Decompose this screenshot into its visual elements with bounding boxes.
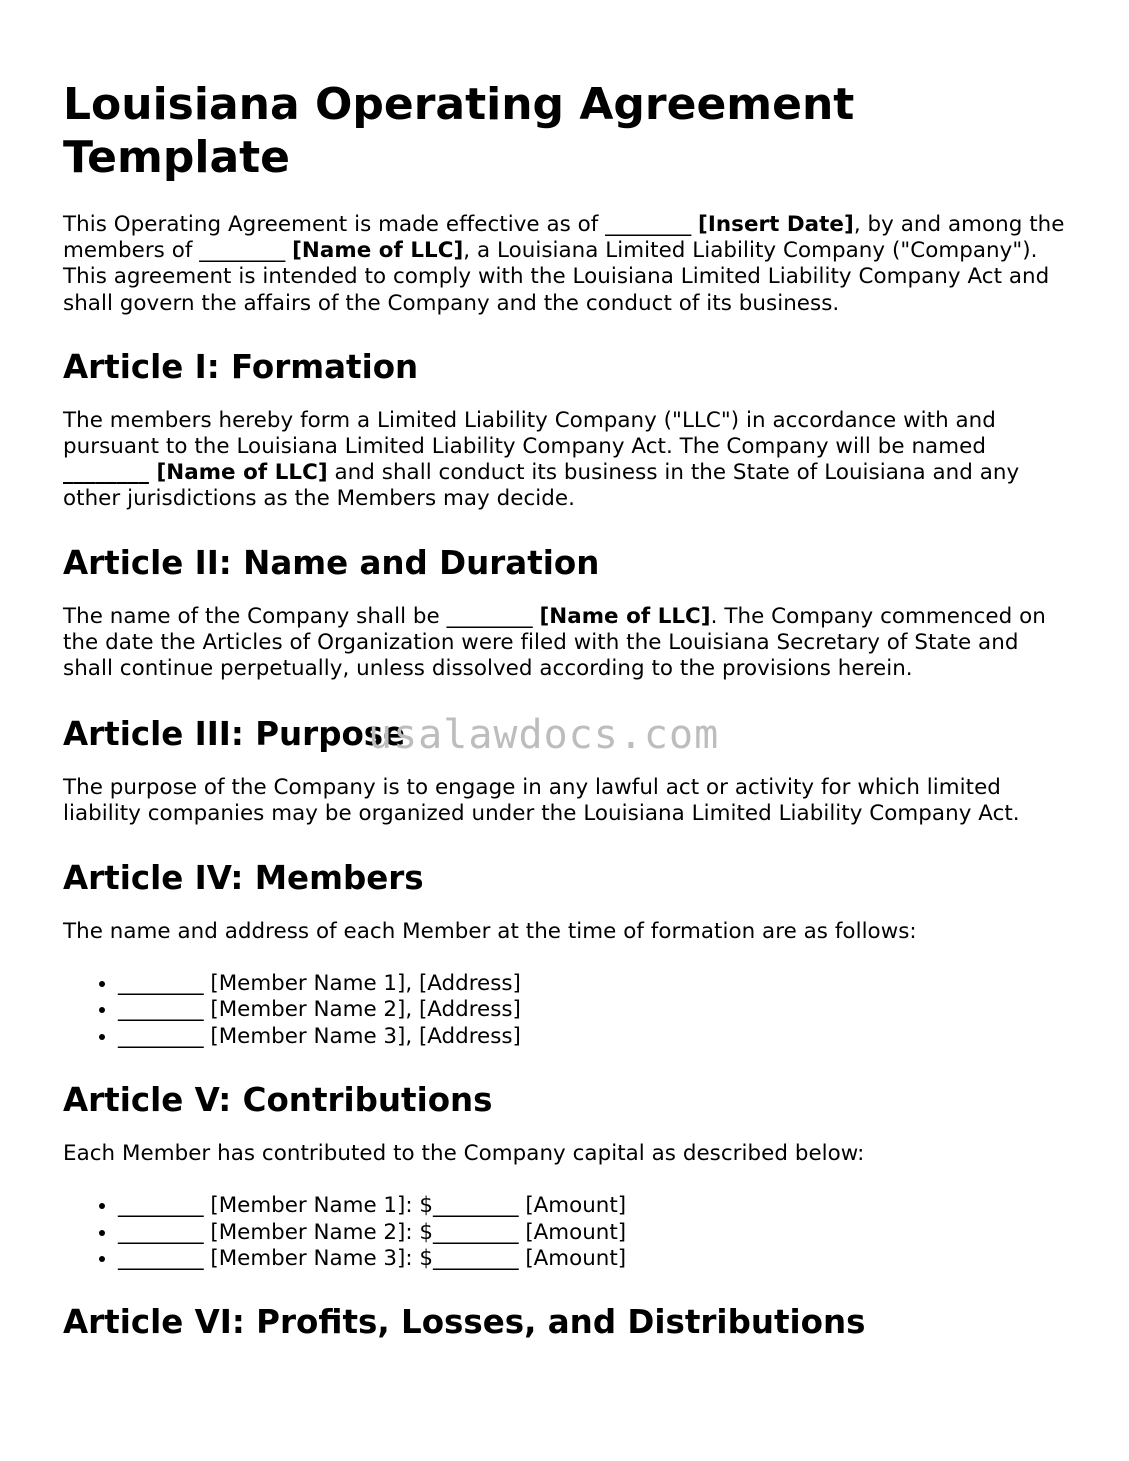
article-4-paragraph: The name and address of each Member at the time of formation are as follows:	[63, 918, 917, 944]
list-item: • ________ [Member Name 2], [Address]	[118, 997, 1073, 1023]
document-title: Louisiana Operating Agreement Template	[63, 79, 855, 183]
article-3-paragraph: The purpose of the Company is to engage in any lawful act or activity for which limited liability companies may be organized under the Louisiana Limited Liability Company Act.	[63, 775, 1020, 827]
article-1-paragraph	[63, 408, 1073, 513]
intro-text-3: , a Louisiana Limited Liability Company ("Company"). This agreement is intended to comply with the Louisiana Limited Liability Company Act and shall govern the affairs of the Company and the conduct of its business.	[63, 238, 1050, 316]
article-1-text-2: and shall conduct its business in the State of Louisiana and any other jurisdictions as the Members may decide.	[63, 460, 1020, 512]
insert-date-placeholder: [Insert Date]	[698, 212, 854, 237]
list-item: • ________ [Member Name 3]: $________ [Amount]	[118, 1246, 1073, 1272]
intro-text-2: , by and among the members of ________	[63, 212, 1065, 264]
article-1-text-1: The members hereby form a Limited Liability Company ("LLC") in accordance with and pursuant to the Louisiana Limited Liability Company Act. The Company will be named	[63, 407, 996, 460]
article-2-text-2: . The Company commenced on the date the Articles of Organization were filed with the Louisiana Secretary of State and shall continue perpetually, unless dissolved according to the provisions herein.	[63, 603, 1046, 682]
article-6-heading: Article VI: Profits, Losses, and Distributions	[63, 1303, 866, 1342]
article-1-heading: Article I: Formation	[63, 347, 419, 386]
article-5-heading: Article V: Contributions	[63, 1081, 493, 1120]
document-page	[63, 78, 1073, 1363]
article-4-heading: Article IV: Members	[63, 858, 424, 897]
members-list	[63, 971, 1073, 1050]
article-2-heading: Article II: Name and Duration	[63, 543, 600, 582]
list-item: • ________ [Member Name 3], [Address]	[118, 1024, 1073, 1050]
article-5-paragraph: Each Member has contributed to the Company capital as described below:	[63, 1141, 865, 1167]
list-item: • ________ [Member Name 2]: $________ [Amount]	[118, 1220, 1073, 1246]
intro-text-1: This Operating Agreement is made effective as of ________	[63, 212, 699, 237]
llc-name-placeholder: [Name of LLC]	[292, 238, 464, 264]
article-2-llc-name-placeholder: [Name of LLC]	[539, 603, 711, 629]
list-item: • ________ [Member Name 1]: $________ [Amount]	[118, 1193, 1073, 1219]
article-1-llc-name-placeholder: ________ [Name of LLC]	[63, 460, 328, 486]
intro-paragraph	[63, 212, 1073, 317]
article-2-text-1: The name of the Company shall be ________	[63, 603, 540, 629]
watermark: usalawdocs.com	[368, 712, 720, 758]
contributions-list	[63, 1193, 1073, 1272]
article-3-heading: Article III: Purpose	[63, 715, 406, 754]
article-2-paragraph	[63, 604, 1073, 683]
list-item: • ________ [Member Name 1], [Address]	[118, 971, 1073, 997]
